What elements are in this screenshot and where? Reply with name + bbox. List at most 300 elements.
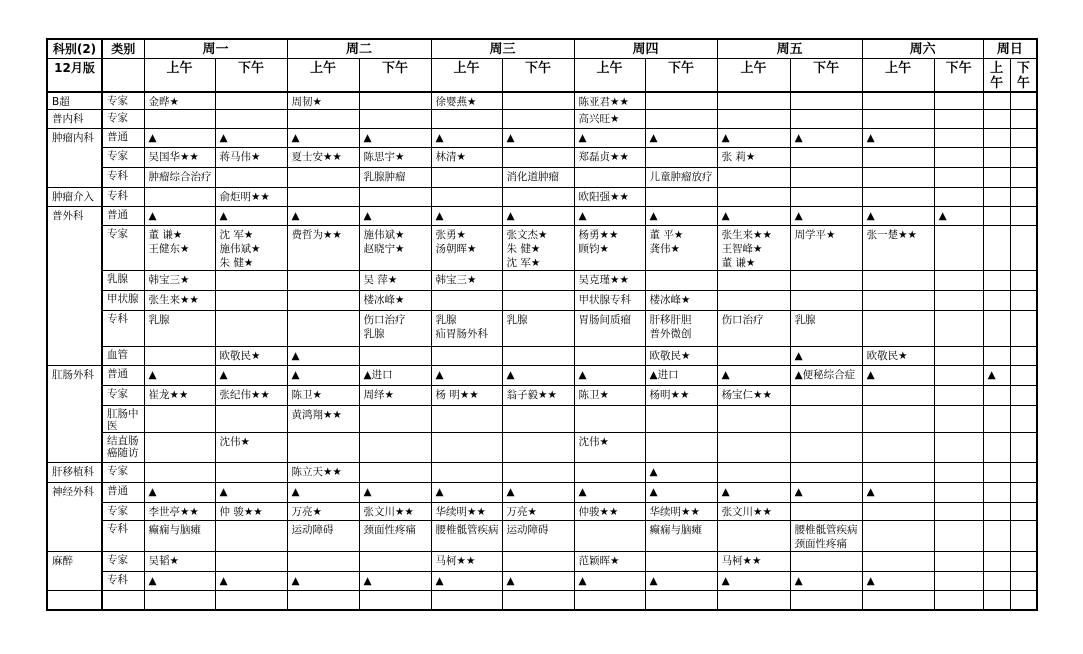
slot-tue-am — [287, 311, 359, 347]
slot-entry: ▲ — [219, 575, 228, 587]
slot-entry: 吴韬★ — [148, 555, 179, 567]
slot-entry: 伤口治疗 — [721, 314, 764, 326]
slot-wed-am — [431, 433, 502, 463]
slot-sat-am — [862, 521, 934, 552]
slot-entry: 朱 健★ — [219, 257, 254, 269]
slot-tue-am — [287, 347, 359, 366]
slot-entry: ▲ — [291, 486, 300, 498]
slot-entry: 杨 明★★ — [435, 389, 479, 401]
slot-tue-pm — [359, 386, 431, 406]
slot-wed-am — [431, 406, 502, 433]
department-cell: 肛肠外科 — [47, 366, 102, 463]
clinic-type-cell: 专科 — [102, 168, 144, 188]
slot-tue-am — [287, 168, 359, 188]
slot-tue-pm — [359, 406, 431, 433]
schedule-row — [47, 386, 1037, 406]
slot-entry: ▲进口 — [363, 369, 393, 381]
day-header-sun: 周日 — [983, 39, 1037, 58]
schedule-header — [47, 39, 1037, 92]
blank-cell — [862, 591, 934, 610]
slot-entry: 俞炬明★★ — [219, 191, 270, 203]
slot-sat-am — [862, 271, 934, 291]
slot-sat-am — [862, 110, 934, 129]
slot-thu-am — [574, 271, 645, 291]
slot-tue-am — [287, 433, 359, 463]
slot-entry: 范颖晖★ — [578, 555, 620, 567]
am-header-fri: 上午 — [717, 58, 790, 92]
slot-entry: ▲ — [291, 132, 300, 144]
slot-thu-am — [574, 129, 645, 148]
slot-mon-am — [144, 148, 215, 168]
slot-thu-am — [574, 226, 645, 271]
slot-fri-pm — [790, 386, 862, 406]
day-header-tue: 周二 — [287, 39, 431, 58]
slot-wed-pm — [502, 366, 574, 386]
slot-sat-pm — [934, 110, 983, 129]
slot-entry: ▲ — [506, 486, 515, 498]
slot-thu-am — [574, 366, 645, 386]
slot-entry: 徐婴燕★ — [435, 95, 477, 108]
slot-tue-pm — [359, 129, 431, 148]
clinic-type-header-blank — [102, 58, 144, 92]
slot-entry: 腰椎骶管疾病 — [794, 524, 858, 536]
slot-sun-pm — [1010, 207, 1037, 226]
slot-wed-pm — [502, 129, 574, 148]
day-header-thu: 周四 — [574, 39, 717, 58]
slot-entry: 张文川★★ — [721, 506, 772, 518]
slot-thu-am — [574, 503, 645, 521]
slot-mon-am — [144, 433, 215, 463]
slot-entry: ▲ — [506, 210, 515, 222]
slot-sun-pm — [1010, 110, 1037, 129]
slot-entry: 楼冰峰★ — [363, 294, 405, 306]
slot-wed-am — [431, 207, 502, 226]
slot-entry: 费哲为★★ — [291, 229, 342, 241]
slot-thu-pm — [645, 188, 717, 207]
slot-fri-am — [717, 129, 790, 148]
slot-entry: ▲ — [866, 369, 875, 381]
blank-cell — [215, 591, 287, 610]
slot-thu-am — [574, 110, 645, 129]
schedule-row — [47, 366, 1037, 386]
slot-entry: 乳腺 — [363, 328, 385, 340]
schedule-row — [47, 463, 1037, 483]
slot-mon-am — [144, 110, 215, 129]
slot-sat-pm — [934, 521, 983, 552]
slot-entry: ▲ — [219, 132, 228, 144]
slot-entry: ▲ — [649, 466, 658, 478]
slot-entry: ▲ — [866, 486, 875, 498]
pm-header-thu: 下午 — [645, 58, 717, 92]
slot-sun-am — [983, 347, 1010, 366]
slot-entry: 龚伟★ — [649, 243, 680, 255]
slot-tue-pm — [359, 483, 431, 503]
slot-entry: ▲ — [506, 132, 515, 144]
slot-tue-am — [287, 92, 359, 110]
slot-fri-am — [717, 433, 790, 463]
slot-entry: ▲ — [721, 369, 730, 381]
clinic-type-cell: 结直肠癌随访 — [102, 433, 144, 463]
slot-entry: ▲ — [148, 210, 157, 222]
slot-entry: 蒋马伟★ — [219, 151, 261, 163]
clinic-type-cell: 专家 — [102, 110, 144, 129]
slot-sun-pm — [1010, 226, 1037, 271]
schedule-row — [47, 311, 1037, 347]
slot-wed-pm — [502, 347, 574, 366]
slot-fri-pm — [790, 483, 862, 503]
slot-entry: ▲ — [578, 575, 587, 587]
department-cell: 神经外科 — [47, 483, 102, 552]
slot-sat-am — [862, 463, 934, 483]
slot-fri-pm — [790, 463, 862, 483]
slot-tue-pm — [359, 168, 431, 188]
pm-header-mon: 下午 — [215, 58, 287, 92]
slot-entry: 颈面性疼痛 — [363, 524, 417, 536]
slot-sat-am — [862, 406, 934, 433]
slot-entry: 沈伟★ — [578, 436, 609, 448]
slot-fri-am — [717, 188, 790, 207]
department-cell: 肝移植科 — [47, 463, 102, 483]
slot-entry: ▲ — [721, 210, 730, 222]
slot-entry: 华续明★★ — [649, 506, 700, 518]
slot-thu-pm — [645, 572, 717, 591]
slot-entry: 儿童肿瘤放疗 — [649, 171, 713, 183]
slot-thu-pm — [645, 271, 717, 291]
slot-tue-am — [287, 483, 359, 503]
slot-thu-pm — [645, 521, 717, 552]
slot-mon-am — [144, 366, 215, 386]
slot-sun-pm — [1010, 572, 1037, 591]
slot-wed-pm — [502, 483, 574, 503]
slot-entry: ▲ — [721, 132, 730, 144]
slot-entry: 颈面性疼痛 — [794, 538, 848, 550]
slot-fri-pm — [790, 92, 862, 110]
slot-sat-am — [862, 311, 934, 347]
slot-fri-pm — [790, 129, 862, 148]
slot-wed-pm — [502, 207, 574, 226]
slot-fri-am — [717, 521, 790, 552]
slot-entry: 欧敬民★ — [649, 350, 691, 362]
slot-thu-am — [574, 168, 645, 188]
slot-fri-am — [717, 311, 790, 347]
slot-entry: ▲便秘综合症 — [794, 369, 856, 381]
slot-entry: 朱 健★ — [506, 243, 541, 255]
slot-entry: ▲ — [291, 575, 300, 587]
slot-sun-am — [983, 463, 1010, 483]
slot-mon-pm — [215, 226, 287, 271]
slot-wed-pm — [502, 226, 574, 271]
slot-thu-pm — [645, 366, 717, 386]
slot-mon-am — [144, 347, 215, 366]
slot-wed-pm — [502, 463, 574, 483]
slot-tue-am — [287, 406, 359, 433]
slot-mon-pm — [215, 503, 287, 521]
slot-sun-pm — [1010, 386, 1037, 406]
slot-mon-am — [144, 291, 215, 311]
slot-mon-pm — [215, 572, 287, 591]
slot-thu-pm — [645, 129, 717, 148]
slot-sun-pm — [1010, 168, 1037, 188]
slot-sun-pm — [1010, 503, 1037, 521]
schedule-row — [47, 433, 1037, 463]
slot-mon-pm — [215, 386, 287, 406]
slot-thu-am — [574, 483, 645, 503]
slot-tue-pm — [359, 552, 431, 572]
blank-cell — [717, 591, 790, 610]
slot-mon-pm — [215, 483, 287, 503]
slot-entry: 韩宝三★ — [148, 274, 190, 286]
am-header-thu: 上午 — [574, 58, 645, 92]
slot-entry: 杨宝仁★★ — [721, 389, 772, 401]
slot-sat-am — [862, 168, 934, 188]
slot-mon-am — [144, 503, 215, 521]
slot-fri-am — [717, 386, 790, 406]
slot-entry: 沈 军★ — [219, 229, 254, 241]
slot-wed-am — [431, 463, 502, 483]
slot-fri-pm — [790, 291, 862, 311]
slot-entry: ▲ — [649, 132, 658, 144]
slot-entry: 王健东★ — [148, 243, 190, 255]
slot-wed-pm — [502, 291, 574, 311]
slot-tue-pm — [359, 110, 431, 129]
blank-cell — [359, 591, 431, 610]
department-cell: 麻醉 — [47, 552, 102, 591]
blank-cell — [574, 591, 645, 610]
slot-sat-pm — [934, 168, 983, 188]
slot-sat-pm — [934, 552, 983, 572]
slot-wed-am — [431, 503, 502, 521]
schedule-row — [47, 572, 1037, 591]
slot-fri-am — [717, 347, 790, 366]
slot-tue-pm — [359, 92, 431, 110]
slot-sun-pm — [1010, 521, 1037, 552]
slot-fri-am — [717, 110, 790, 129]
slot-wed-am — [431, 92, 502, 110]
slot-entry: 乳腺 — [435, 314, 457, 326]
slot-thu-pm — [645, 406, 717, 433]
slot-thu-pm — [645, 207, 717, 226]
slot-thu-am — [574, 433, 645, 463]
slot-sun-pm — [1010, 483, 1037, 503]
slot-mon-pm — [215, 92, 287, 110]
pm-header-wed: 下午 — [502, 58, 574, 92]
slot-thu-pm — [645, 92, 717, 110]
slot-fri-pm — [790, 271, 862, 291]
slot-tue-am — [287, 188, 359, 207]
slot-sat-pm — [934, 463, 983, 483]
slot-sat-pm — [934, 347, 983, 366]
slot-entry: 消化道肿瘤 — [506, 171, 560, 183]
schedule-body — [47, 92, 1037, 610]
slot-thu-pm — [645, 433, 717, 463]
schedule-row — [47, 347, 1037, 366]
slot-entry: 韩宝三★ — [435, 274, 477, 286]
slot-sun-am — [983, 148, 1010, 168]
slot-fri-am — [717, 366, 790, 386]
slot-entry: 董 谦★ — [721, 257, 756, 269]
blank-cell — [645, 591, 717, 610]
slot-entry: 运动障碍 — [291, 524, 334, 536]
slot-entry: ▲ — [649, 575, 658, 587]
pm-header-sun: 下午 — [1010, 58, 1037, 92]
slot-fri-am — [717, 271, 790, 291]
slot-fri-am — [717, 503, 790, 521]
slot-mon-pm — [215, 148, 287, 168]
slot-sat-am — [862, 347, 934, 366]
blank-cell — [934, 591, 983, 610]
slot-entry: ▲ — [435, 132, 444, 144]
slot-mon-pm — [215, 291, 287, 311]
slot-sat-am — [862, 207, 934, 226]
slot-entry: ▲ — [148, 369, 157, 381]
slot-sat-am — [862, 188, 934, 207]
pm-header-sat: 下午 — [934, 58, 983, 92]
slot-entry: 欧敬民★ — [866, 350, 908, 362]
slot-tue-am — [287, 291, 359, 311]
slot-entry: 乳腺 — [148, 314, 170, 326]
slot-wed-am — [431, 291, 502, 311]
slot-wed-pm — [502, 552, 574, 572]
slot-wed-pm — [502, 433, 574, 463]
slot-entry: 施伟斌★ — [363, 229, 405, 241]
slot-wed-am — [431, 521, 502, 552]
slot-sun-pm — [1010, 92, 1037, 110]
slot-entry: ▲ — [794, 486, 803, 498]
slot-entry: 陈卫★ — [578, 389, 609, 401]
slot-wed-am — [431, 366, 502, 386]
slot-mon-pm — [215, 433, 287, 463]
slot-wed-am — [431, 347, 502, 366]
slot-entry: ▲ — [866, 210, 875, 222]
slot-wed-pm — [502, 110, 574, 129]
slot-wed-pm — [502, 386, 574, 406]
slot-sun-pm — [1010, 366, 1037, 386]
slot-wed-am — [431, 572, 502, 591]
slot-entry: 周韧★ — [291, 95, 322, 108]
slot-mon-pm — [215, 110, 287, 129]
slot-sat-am — [862, 129, 934, 148]
slot-sun-pm — [1010, 311, 1037, 347]
slot-thu-pm — [645, 148, 717, 168]
slot-entry: 张勇★ — [435, 229, 466, 241]
slot-tue-pm — [359, 433, 431, 463]
blank-cell — [287, 591, 359, 610]
slot-mon-am — [144, 483, 215, 503]
slot-entry: 肝移肝胆 — [649, 314, 692, 326]
slot-fri-am — [717, 226, 790, 271]
slot-tue-pm — [359, 271, 431, 291]
slot-sun-am — [983, 386, 1010, 406]
slot-thu-am — [574, 347, 645, 366]
slot-sat-pm — [934, 271, 983, 291]
schedule-row — [47, 226, 1037, 271]
slot-sat-pm — [934, 129, 983, 148]
slot-thu-pm — [645, 110, 717, 129]
slot-tue-am — [287, 521, 359, 552]
slot-entry: 黄鸿翔★★ — [291, 409, 342, 421]
slot-entry: 张纪伟★★ — [219, 389, 270, 401]
slot-entry: 周学平★ — [794, 229, 836, 241]
slot-tue-am — [287, 572, 359, 591]
slot-entry: ▲ — [506, 575, 515, 587]
slot-fri-pm — [790, 110, 862, 129]
slot-sun-am — [983, 552, 1010, 572]
slot-tue-am — [287, 226, 359, 271]
slot-mon-pm — [215, 406, 287, 433]
blank-cell — [502, 591, 574, 610]
department-cell: 普内科 — [47, 110, 102, 129]
slot-sun-am — [983, 503, 1010, 521]
slot-entry: ▲ — [794, 350, 803, 362]
schedule-table — [46, 38, 1038, 611]
clinic-type-cell: 专家 — [102, 503, 144, 521]
slot-wed-pm — [502, 92, 574, 110]
schedule-row — [47, 503, 1037, 521]
clinic-type-cell: 专科 — [102, 572, 144, 591]
day-header-mon: 周一 — [144, 39, 287, 58]
slot-thu-pm — [645, 386, 717, 406]
slot-sat-am — [862, 483, 934, 503]
slot-sun-am — [983, 271, 1010, 291]
schedule-row — [47, 406, 1037, 433]
am-header-sat: 上午 — [862, 58, 934, 92]
slot-entry: 张一楚★★ — [866, 229, 917, 241]
slot-entry: 万亮★ — [506, 506, 537, 518]
slot-thu-am — [574, 386, 645, 406]
slot-wed-pm — [502, 148, 574, 168]
slot-mon-pm — [215, 463, 287, 483]
slot-entry: 杨明★★ — [649, 389, 690, 401]
pm-header-fri: 下午 — [790, 58, 862, 92]
slot-tue-am — [287, 110, 359, 129]
slot-wed-am — [431, 552, 502, 572]
slot-entry: 伤口治疗 — [363, 314, 406, 326]
slot-entry: ▲ — [291, 350, 300, 362]
slot-entry: 王智峰★ — [721, 243, 763, 255]
slot-wed-pm — [502, 188, 574, 207]
slot-mon-am — [144, 207, 215, 226]
slot-thu-pm — [645, 291, 717, 311]
slot-entry: 林清★ — [435, 151, 466, 163]
slot-entry: 张文杰★ — [506, 229, 548, 241]
slot-tue-pm — [359, 207, 431, 226]
slot-sun-pm — [1010, 291, 1037, 311]
slot-wed-am — [431, 226, 502, 271]
slot-entry: ▲ — [219, 486, 228, 498]
slot-entry: ▲ — [291, 210, 300, 222]
slot-sat-pm — [934, 503, 983, 521]
slot-mon-pm — [215, 366, 287, 386]
slot-thu-am — [574, 572, 645, 591]
slot-fri-pm — [790, 188, 862, 207]
slot-thu-pm — [645, 483, 717, 503]
slot-sun-am — [983, 483, 1010, 503]
day-header-wed: 周三 — [431, 39, 574, 58]
schedule-row — [47, 291, 1037, 311]
slot-wed-am — [431, 311, 502, 347]
department-cell-blank — [47, 591, 102, 610]
slot-entry: ▲ — [219, 369, 228, 381]
slot-sun-am — [983, 433, 1010, 463]
slot-entry: 陈思宇★ — [363, 151, 405, 163]
slot-sun-pm — [1010, 271, 1037, 291]
slot-entry: ▲ — [148, 132, 157, 144]
slot-sat-pm — [934, 207, 983, 226]
slot-wed-am — [431, 483, 502, 503]
slot-sat-pm — [934, 148, 983, 168]
slot-fri-pm — [790, 347, 862, 366]
slot-sat-pm — [934, 433, 983, 463]
